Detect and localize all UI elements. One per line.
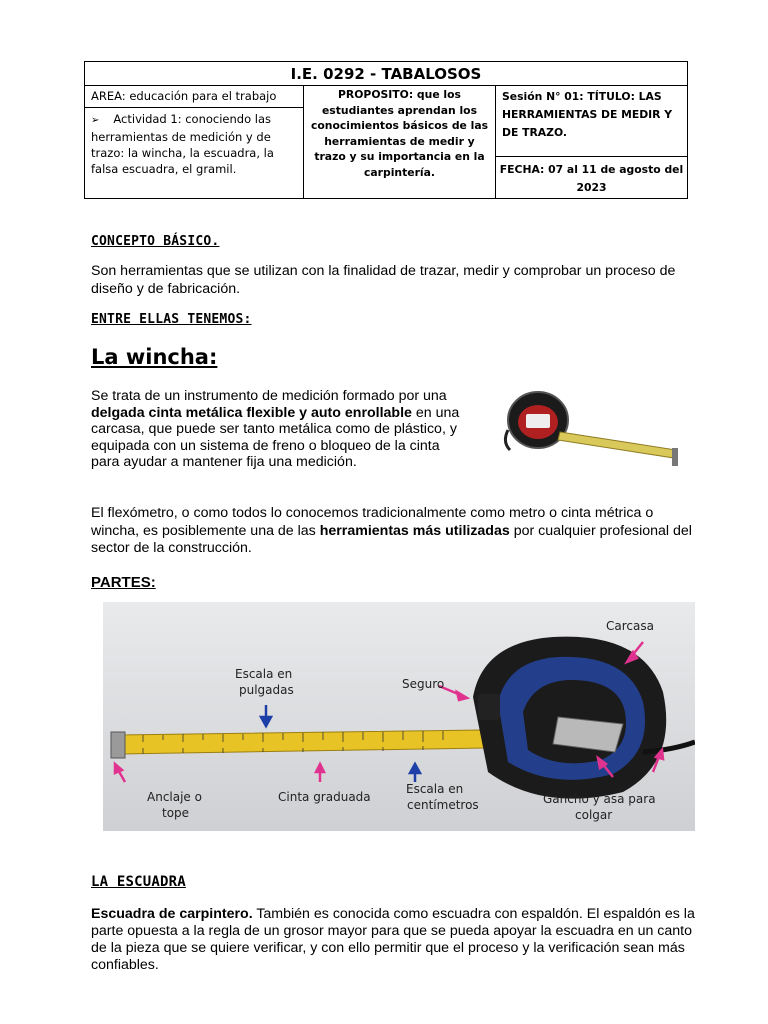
- tape-end-hook: [111, 732, 125, 758]
- label-escala-pulgadas-2: pulgadas: [239, 683, 294, 697]
- header-row: [85, 86, 687, 198]
- wincha-p2-bold: herramientas más utilizadas: [319, 522, 510, 539]
- session-cell: Sesión N° 01: TÍTULO: LAS HERRAMIENTAS DE MEDIR Y DE TRAZO.: [496, 86, 687, 157]
- label-seguro: Seguro: [402, 677, 445, 691]
- label-escala-cm-1: Escala en: [406, 782, 464, 796]
- tape-clip-shape: [505, 430, 510, 450]
- activity-cell: [85, 108, 303, 177]
- wincha-text-c: en una carcasa, que puede ser tanto metálica como de plástico, y equipada con un sistema de freno o bloqueo de la cinta para ayudar a mantener fija una medición.: [91, 404, 460, 470]
- escuadra-heading: LA ESCUADRA: [91, 874, 186, 890]
- header-col-area: [85, 86, 304, 198]
- area-cell: AREA: educación para el trabajo: [85, 86, 303, 108]
- activity-text: conociendo las herramientas de medición y de trazo: la wincha, la escuadra, la falsa escuadra, el gramil.: [91, 112, 274, 176]
- header-table: [84, 61, 688, 199]
- tape-lock-button: [478, 694, 500, 720]
- activity-label: Actividad 1:: [113, 112, 182, 126]
- arrow-bullet-icon: ➢: [91, 115, 100, 126]
- wincha-text-a: Se trata de un instrumento de medición formado por una: [91, 388, 447, 404]
- among-heading: ENTRE ELLAS TENEMOS:: [91, 312, 252, 327]
- header-col-purpose: [304, 86, 496, 198]
- tape-measure-photo: [498, 380, 690, 480]
- label-gancho-1: Gancho y asa para: [543, 792, 656, 806]
- parts-heading: PARTES:: [91, 574, 156, 591]
- tape-parts-diagram: [103, 602, 695, 831]
- header-col-session: [496, 86, 687, 198]
- wincha-heading: La wincha:: [91, 345, 218, 369]
- label-carcasa: Carcasa: [606, 619, 654, 633]
- label-anclaje-1: Anclaje o: [147, 790, 202, 804]
- concept-text: Son herramientas que se utilizan con la finalidad de trazar, medir y comprobar un proceso de diseño y de fabricación.: [91, 263, 676, 297]
- date-cell: FECHA: 07 al 11 de agosto del 2023: [499, 163, 684, 194]
- purpose-cell: PROPOSITO: que los estudiantes aprendan los conocimientos básicos de las herramientas de medir y trazo y su importancia en la carpintería.: [310, 88, 489, 179]
- wincha-p2-c: por cualquier profesional del sector de la construcción.: [91, 522, 692, 556]
- wincha-text-bold: delgada cinta metálica flexible y auto enrollable: [91, 404, 412, 421]
- escuadra-paragraph: [91, 906, 697, 974]
- tape-blade-shape: [558, 432, 676, 458]
- escuadra-text: También es conocida como escuadra con espaldón. El espaldón es la parte opuesta a la regla de un grosor mayor para que se pueda apoyar la escuadra en un canto de la pieza que se quiere verificar, y con ello permitir que el proceso y la verificación sean más confiables.: [91, 906, 695, 973]
- tape-hook-shape: [672, 448, 678, 466]
- wincha-description: [91, 388, 471, 471]
- concept-heading: CONCEPTO BÁSICO.: [91, 234, 220, 249]
- label-escala-cm-2: centímetros: [407, 798, 479, 812]
- label-anclaje-2: tope: [162, 806, 190, 820]
- label-cinta: Cinta graduada: [278, 790, 371, 804]
- wincha-paragraph-2: [91, 505, 697, 558]
- tape-brand-label: [526, 414, 550, 428]
- wincha-p2-a: El flexómetro, o como todos lo conocemos tradicionalmente como metro o cinta métrica o wincha, es posiblemente una de las: [91, 505, 654, 539]
- school-title: I.E. 0292 - TABALOSOS: [85, 62, 687, 86]
- label-gancho-2: colgar: [575, 808, 613, 822]
- escuadra-bold: Escuadra de carpintero.: [91, 906, 253, 922]
- label-escala-pulgadas-1: Escala en: [235, 667, 293, 681]
